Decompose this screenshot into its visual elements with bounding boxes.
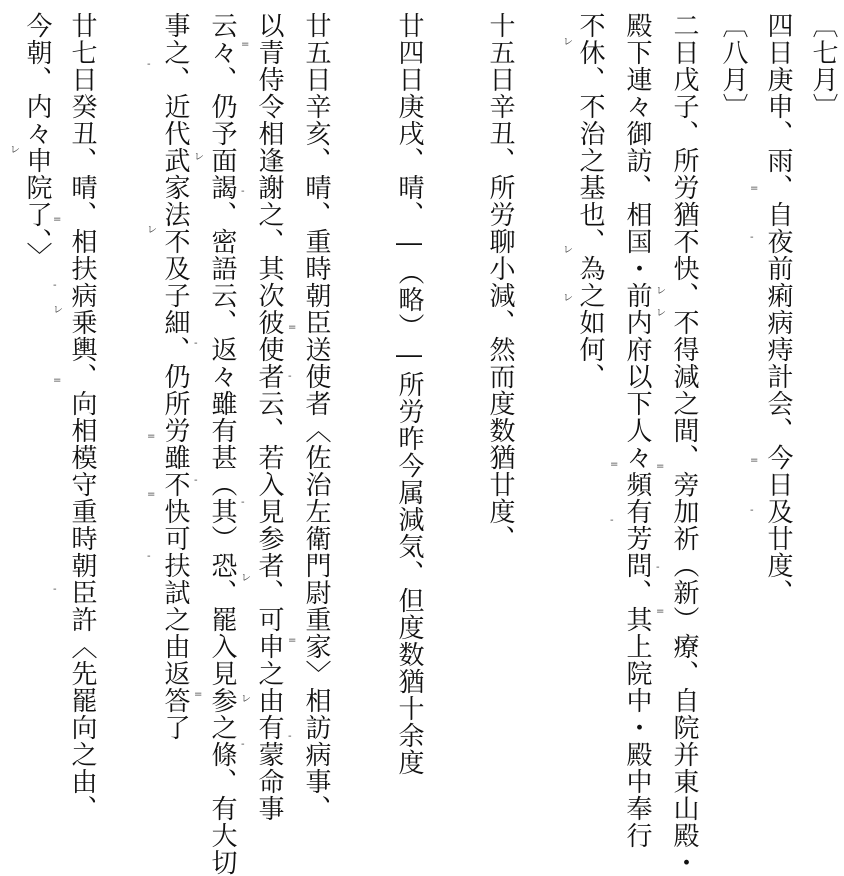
reading-mark: レ	[563, 37, 573, 48]
reading-mark: =	[53, 375, 62, 386]
reading-mark: レ	[10, 145, 20, 156]
reading-mark: レ	[563, 245, 573, 256]
text-column: 廿四日庚戌、晴、―（略）―所労昨今属減気、但度数猶十余度	[394, 12, 424, 776]
reading-mark: =	[750, 183, 759, 194]
text-column: 二日戊子、所労猶不快、不得減之間、旁加祈（新）療、自院并東山殿・	[669, 12, 699, 876]
reading-mark: =	[656, 606, 665, 617]
reading-mark: レ	[194, 152, 204, 163]
reading-mark: -	[241, 739, 245, 750]
reading-mark: レ	[563, 293, 573, 304]
reading-mark: レ	[147, 225, 157, 236]
text-column: 〔七月〕	[808, 12, 838, 120]
reading-mark: -	[147, 59, 151, 70]
reading-mark: =	[288, 322, 297, 333]
reading-mark: レ	[241, 573, 251, 584]
reading-mark: -	[241, 497, 245, 508]
text-column: 今朝、内々申院了、〉	[22, 12, 52, 269]
reading-mark: -	[241, 186, 245, 197]
reading-mark: レ	[656, 286, 666, 297]
reading-mark: -	[147, 551, 151, 562]
reading-mark: =	[656, 461, 665, 472]
reading-mark: =	[53, 214, 62, 225]
reading-mark: -	[53, 584, 57, 595]
reading-mark: =	[194, 689, 203, 700]
reading-mark: =	[610, 459, 619, 470]
reading-mark: レ	[53, 305, 63, 316]
reading-mark: -	[194, 475, 198, 486]
reading-mark: -	[610, 515, 614, 526]
text-column: 〔八月〕	[718, 12, 748, 120]
reading-mark: =	[241, 39, 250, 50]
reading-mark: =	[147, 431, 156, 442]
reading-mark: -	[750, 505, 754, 516]
reading-mark: レ	[656, 308, 666, 319]
reading-mark: =	[750, 455, 759, 466]
reading-mark: =	[147, 489, 156, 500]
reading-mark: -	[288, 731, 292, 742]
text-column: 事之、近代武家法不及子細、仍所労雖不快可扶試之由返答了	[160, 12, 190, 741]
text-column: 殿下連々御訪、相国・前内府以下人々頻有芳問、其上院中・殿中奉行	[622, 12, 652, 849]
reading-mark: -	[194, 338, 198, 349]
text-column: 廿五日辛亥、晴、重時朝臣送使者〈佐治左衛門尉重家〉相訪病事、	[301, 12, 331, 822]
text-column: 以青侍令相逢謝之、其次彼使者云、若入見参者、可申之由有蒙命事	[254, 12, 284, 822]
reading-mark: -	[656, 562, 660, 573]
reading-mark: -	[288, 371, 292, 382]
reading-mark: レ	[241, 694, 251, 705]
text-column: 四日庚申、雨、自夜前痢病痔計会、今日及廿度、	[763, 12, 793, 606]
text-column: 不休、不治之基也、為之如何、	[575, 12, 605, 390]
reading-mark: -	[750, 232, 754, 243]
text-column: 十五日辛丑、所労聊小減、然而度数猶廿度、	[485, 12, 515, 552]
reading-mark: =	[288, 635, 297, 646]
text-column: 云々、仍予面謁、密語云、返々雖有甚（其）恐、罷入見参之條、有大切	[207, 12, 237, 876]
reading-mark: -	[53, 280, 57, 291]
text-column: 廿七日癸丑、晴、相扶病乗輿、向相模守重時朝臣許〈先罷向之由、	[67, 12, 97, 822]
